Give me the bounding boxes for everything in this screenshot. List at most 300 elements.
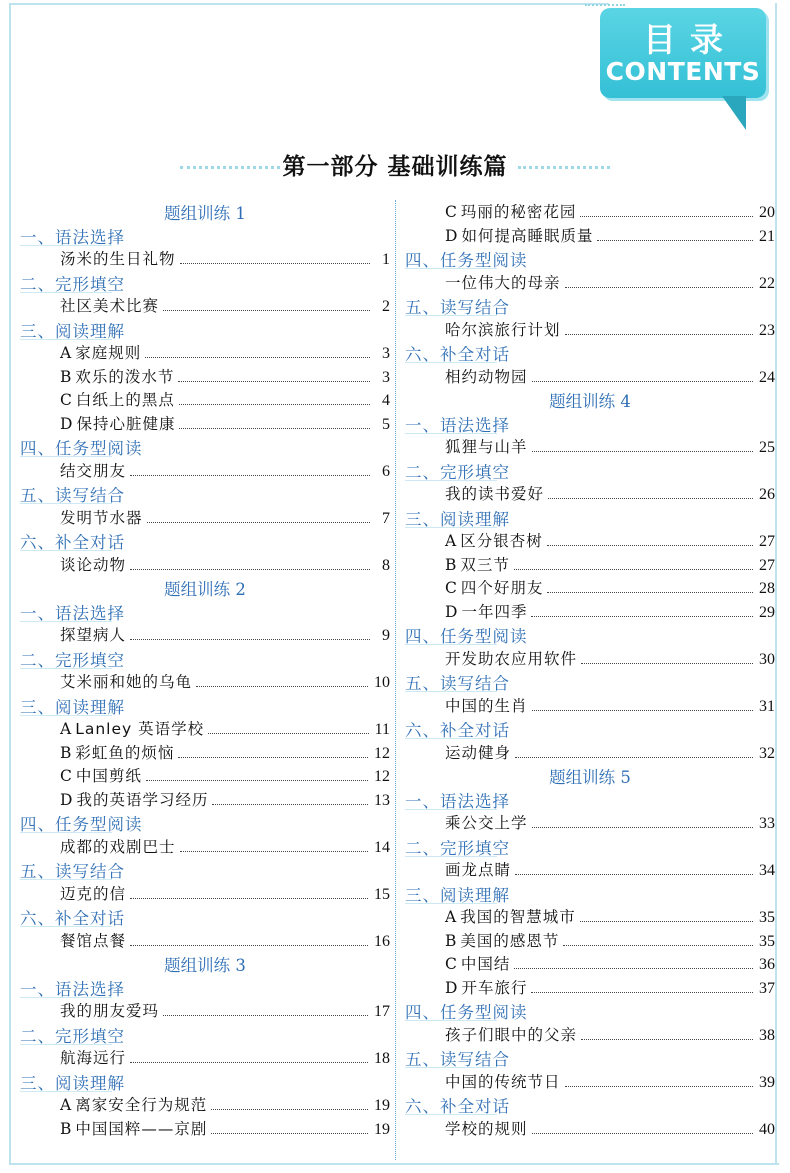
section-heading [405, 623, 775, 645]
entry-title: 中国的生肖 [445, 696, 528, 715]
entry-label [445, 318, 561, 340]
section-heading [20, 811, 390, 833]
entry-title: 美国的感恩节 [460, 931, 560, 950]
page-number: 6 [382, 462, 390, 480]
toc-entry[interactable] [405, 271, 775, 293]
page-number: 34 [759, 862, 775, 879]
leader-dots [130, 475, 370, 476]
page-number: 10 [374, 674, 390, 691]
section-heading [405, 294, 775, 316]
section-heading [20, 905, 390, 927]
column-divider [395, 200, 396, 1160]
section-label: 二、完形填空 [20, 274, 125, 294]
toc-entry[interactable] [20, 999, 390, 1021]
entry-title: 我的朋友爱玛 [60, 1002, 160, 1020]
section-label: 二、完形填空 [405, 462, 510, 482]
toc-entry[interactable] [20, 459, 390, 481]
toc-entry[interactable] [20, 717, 390, 739]
page-number: 37 [759, 979, 775, 997]
leader-dots [130, 569, 370, 570]
group-heading: 题组训练 2 [164, 580, 246, 599]
toc-entry[interactable] [20, 764, 390, 786]
section-heading [20, 858, 390, 880]
entry-letter: D [60, 790, 74, 809]
toc-entry[interactable] [20, 341, 390, 363]
section-label: 三、阅读理解 [20, 1073, 125, 1093]
section-underline [405, 480, 497, 481]
page-number: 9 [382, 627, 390, 644]
section-heading [405, 459, 775, 481]
section-underline [405, 1114, 497, 1115]
page-number: 39 [759, 1073, 775, 1091]
leader-dots [180, 263, 370, 264]
toc-entry[interactable] [20, 670, 390, 692]
entry-letter: D [60, 414, 74, 433]
entry-label [445, 905, 576, 927]
entry-label [445, 929, 559, 951]
entry-title: 双三节 [460, 555, 510, 574]
page-number: 38 [759, 1026, 775, 1044]
entry-title: 乘公交上学 [445, 814, 528, 832]
entry-title: 白纸上的黑点 [75, 391, 175, 409]
section-underline [20, 621, 112, 622]
leader-dots [130, 639, 370, 640]
entry-label [60, 788, 208, 810]
section-underline [20, 550, 112, 551]
toc-entry[interactable] [20, 388, 390, 410]
leader-dots [514, 569, 753, 570]
entry-title: 狐狸与山羊 [445, 438, 528, 456]
toc-entry[interactable] [405, 318, 775, 340]
leader-dots [196, 686, 368, 687]
toc-entry[interactable] [405, 1070, 775, 1092]
toc-entry[interactable] [405, 1117, 775, 1139]
entry-label [60, 1093, 207, 1115]
toc-entry[interactable] [405, 858, 775, 880]
section-underline [405, 1067, 497, 1068]
page-number: 12 [374, 768, 390, 785]
page-number: 14 [374, 838, 390, 856]
section-heading [405, 788, 775, 810]
entry-title: 我的读书爱好 [445, 485, 545, 503]
section-underline [20, 245, 112, 246]
toc-entry[interactable] [405, 952, 775, 974]
toc-entry[interactable] [20, 1046, 390, 1068]
toc-entry[interactable] [20, 929, 390, 951]
entry-letter: D [445, 978, 459, 997]
leader-dots [515, 757, 753, 758]
entry-label [445, 811, 528, 833]
leader-dots [548, 498, 753, 499]
entry-title: 四个好朋友 [460, 579, 544, 597]
section-underline [20, 456, 112, 457]
section-heading [405, 1046, 775, 1068]
section-label: 一、语法选择 [405, 791, 510, 811]
group-heading: 题组训练 1 [164, 204, 246, 223]
toc-entry[interactable] [405, 905, 775, 927]
toc-entry[interactable] [405, 435, 775, 457]
entry-label [60, 717, 204, 739]
section-underline [405, 809, 497, 810]
toc-entry[interactable] [405, 647, 775, 669]
entry-title: 中国国粹——京剧 [75, 1119, 208, 1138]
entry-title: 发明节水器 [60, 508, 143, 527]
leader-dots [208, 733, 368, 734]
section-heading [20, 529, 390, 551]
toc-entry[interactable] [20, 623, 390, 645]
section-heading [405, 717, 775, 739]
entry-label [445, 600, 527, 622]
page-number: 4 [382, 392, 390, 409]
leader-dots [531, 616, 753, 617]
entry-title: 哈尔滨旅行计划 [445, 320, 561, 339]
leader-dots [147, 522, 370, 523]
section-underline [405, 433, 497, 434]
entry-label [445, 1070, 561, 1092]
section-label: 四、任务型阅读 [20, 439, 143, 458]
page-number: 12 [374, 744, 390, 762]
page-number: 35 [759, 932, 775, 950]
entry-title: 迈克的信 [60, 884, 127, 903]
entry-title: 中国结 [460, 955, 511, 973]
entry-label [445, 200, 576, 222]
section-label: 二、完形填空 [405, 838, 510, 858]
entry-label [445, 435, 528, 457]
entry-title: 区分银杏树 [460, 532, 543, 550]
page-number: 5 [382, 415, 390, 433]
section-heading [405, 882, 775, 904]
page-number: 18 [374, 1050, 390, 1067]
page-number: 17 [374, 1003, 390, 1020]
entry-letter: C [445, 203, 458, 221]
section-label: 四、任务型阅读 [405, 1003, 528, 1022]
entry-title: 汤米的生日礼物 [60, 250, 176, 268]
section-heading [405, 1093, 775, 1115]
page-number: 22 [759, 274, 775, 292]
section-heading [20, 694, 390, 716]
section-heading [405, 670, 775, 692]
leader-dots [581, 1039, 753, 1040]
leader-dots [514, 968, 753, 969]
leader-dots [515, 874, 753, 875]
section-heading [20, 435, 390, 457]
section-heading [20, 1070, 390, 1092]
section-underline [20, 879, 112, 880]
page-number: 23 [759, 321, 775, 339]
entry-letter: C [60, 767, 73, 785]
page-number: 16 [374, 932, 390, 950]
section-heading [20, 1023, 390, 1045]
section-label: 五、读写结合 [405, 298, 510, 317]
leader-dots [532, 827, 753, 828]
section-heading [20, 600, 390, 622]
toc-entry[interactable] [20, 412, 390, 434]
page-bottom-border [9, 1163, 779, 1165]
entry-label [60, 764, 142, 786]
entry-label [445, 271, 561, 293]
section-label: 三、阅读理解 [20, 697, 125, 717]
section-label: 六、补全对话 [20, 909, 125, 928]
entry-label [60, 670, 192, 692]
leader-dots [212, 804, 368, 805]
part-title: 第一部分 基础训练篇 [282, 154, 508, 180]
section-label: 三、阅读理解 [20, 321, 125, 341]
page-number: 2 [382, 298, 390, 315]
entry-title: 离家安全行为规范 [75, 1096, 208, 1114]
toc-entry[interactable] [405, 200, 775, 222]
section-heading [20, 647, 390, 669]
leader-dots [145, 357, 370, 358]
toc-entry[interactable] [20, 788, 390, 810]
entry-label [60, 835, 176, 857]
entry-label [60, 741, 174, 763]
leader-dots [130, 945, 368, 946]
toc-entry[interactable] [405, 576, 775, 598]
entry-label [445, 647, 577, 669]
section-heading [405, 341, 775, 363]
leader-dots [565, 1086, 753, 1087]
toc-entry[interactable] [405, 365, 775, 387]
section-label: 五、读写结合 [20, 862, 125, 881]
toc-entry[interactable] [20, 1117, 390, 1139]
toc-entry[interactable] [20, 247, 390, 269]
page-number: 26 [759, 486, 775, 503]
leader-dots [532, 710, 753, 711]
section-label: 一、语法选择 [405, 415, 510, 435]
section-underline [20, 1044, 112, 1045]
entry-label [60, 553, 126, 575]
entry-letter: B [60, 743, 73, 762]
page-number: 7 [382, 509, 390, 527]
toc-entry[interactable] [20, 365, 390, 387]
entry-label [445, 858, 511, 880]
entry-letter: C [60, 391, 73, 409]
section-underline [20, 1091, 112, 1092]
page-number: 31 [759, 697, 775, 715]
section-label: 五、读写结合 [405, 674, 510, 693]
section-underline [20, 339, 112, 340]
entry-label [60, 247, 176, 269]
section-heading [20, 976, 390, 998]
contents-badge-title-cn: 目录 [643, 20, 737, 59]
leader-dots [532, 451, 753, 452]
section-heading [20, 318, 390, 340]
page-number: 29 [759, 603, 775, 621]
entry-title: 保持心脏健康 [76, 414, 176, 433]
entry-title: 社区美术比赛 [60, 297, 160, 315]
leader-dots [532, 381, 753, 382]
toc-entry[interactable] [405, 929, 775, 951]
entry-title: 航海远行 [60, 1049, 127, 1067]
leader-dots [179, 404, 370, 405]
section-underline [20, 926, 112, 927]
leader-dots [532, 1133, 753, 1134]
section-heading [20, 482, 390, 504]
section-label: 五、读写结合 [20, 486, 125, 505]
entry-title: 成都的戏剧巴士 [60, 837, 176, 856]
toc-entry[interactable] [20, 553, 390, 575]
entry-title: 结交朋友 [60, 461, 127, 480]
section-heading [405, 506, 775, 528]
leader-dots [179, 428, 370, 429]
section-heading [405, 835, 775, 857]
entry-label [445, 224, 593, 246]
leader-dots [547, 545, 753, 546]
entry-letter: A [445, 532, 458, 550]
toc-entry[interactable] [20, 882, 390, 904]
section-underline [20, 292, 112, 293]
group-heading: 题组训练 5 [549, 768, 631, 787]
page-number: 1 [382, 251, 390, 268]
entry-label [445, 553, 510, 575]
section-label: 四、任务型阅读 [405, 627, 528, 646]
section-underline [405, 644, 497, 645]
entry-title: 画龙点睛 [445, 861, 512, 879]
toc-entry[interactable] [405, 224, 775, 246]
toc-entry[interactable] [405, 741, 775, 763]
section-heading [20, 224, 390, 246]
entry-title: 我国的智慧城市 [460, 908, 576, 926]
leader-dots [597, 240, 753, 241]
toc-entry[interactable] [20, 294, 390, 316]
page-top-border [9, 3, 609, 5]
entry-label [60, 388, 175, 410]
entry-label [60, 999, 159, 1021]
page-number: 13 [374, 791, 390, 809]
entry-title: 孩子们眼中的父亲 [445, 1025, 578, 1044]
entry-label [445, 1023, 577, 1045]
section-underline [20, 997, 112, 998]
page-number: 3 [382, 345, 390, 362]
entry-title: 一位伟大的母亲 [445, 273, 561, 292]
toc-entry[interactable] [405, 976, 775, 998]
section-label: 四、任务型阅读 [405, 251, 528, 270]
entry-title: 我的英语学习经历 [76, 790, 209, 809]
entry-label [60, 459, 126, 481]
entry-label [445, 576, 543, 598]
entry-letter: D [445, 226, 459, 245]
section-underline [405, 691, 497, 692]
page-number: 11 [374, 721, 390, 738]
page-number: 28 [759, 580, 775, 597]
section-underline [405, 315, 497, 316]
leader-dots [547, 592, 753, 593]
toc-entry[interactable] [405, 694, 775, 716]
entry-label [60, 929, 126, 951]
entry-letter: B [60, 1119, 73, 1138]
entry-label [60, 341, 141, 363]
section-heading [20, 271, 390, 293]
section-heading [405, 999, 775, 1021]
toc-entry[interactable] [405, 553, 775, 575]
page-number: 8 [382, 556, 390, 574]
leader-dots [146, 780, 368, 781]
section-label: 六、补全对话 [405, 1097, 510, 1116]
leader-dots [163, 310, 370, 311]
section-label: 一、语法选择 [20, 227, 125, 247]
section-heading [405, 412, 775, 434]
section-underline [405, 527, 497, 528]
section-label: 六、补全对话 [405, 721, 510, 740]
section-underline [20, 715, 112, 716]
entry-title: 一年四季 [461, 602, 528, 621]
entry-label [60, 1117, 207, 1139]
page-number: 3 [382, 368, 390, 386]
page-number: 33 [759, 815, 775, 832]
entry-label [60, 365, 174, 387]
section-underline [405, 268, 497, 269]
entry-label [60, 623, 126, 645]
page-number: 36 [759, 956, 775, 973]
section-underline [405, 903, 497, 904]
leader-dots [163, 1015, 368, 1016]
toc-entry[interactable] [405, 600, 775, 622]
toc-entry[interactable] [405, 482, 775, 504]
entry-label [60, 294, 159, 316]
entry-label [445, 694, 528, 716]
entry-title: 开车旅行 [461, 978, 528, 997]
toc-entry[interactable] [405, 1023, 775, 1045]
toc-entry[interactable] [20, 835, 390, 857]
section-label: 四、任务型阅读 [20, 815, 143, 834]
page-number: 25 [759, 439, 775, 456]
leader-dots [581, 663, 753, 664]
page-number: 24 [759, 368, 775, 386]
section-underline [20, 832, 112, 833]
entry-label [445, 1117, 528, 1139]
entry-title: 欢乐的泼水节 [75, 367, 175, 386]
section-label: 三、阅读理解 [405, 885, 510, 905]
section-label: 二、完形填空 [20, 1026, 125, 1046]
entry-letter: B [445, 555, 458, 574]
entry-label [445, 482, 544, 504]
leader-dots [580, 216, 753, 217]
entry-label [60, 1046, 126, 1068]
entry-letter: B [60, 367, 73, 386]
section-underline [405, 738, 497, 739]
entry-letter: A [60, 720, 73, 738]
entry-title: 相约动物园 [445, 367, 528, 386]
page-number: 15 [374, 885, 390, 903]
entry-letter: A [445, 908, 458, 926]
entry-title: 彩虹鱼的烦恼 [75, 743, 175, 762]
section-label: 一、语法选择 [20, 979, 125, 999]
section-underline [405, 1020, 497, 1021]
leader-dots [211, 1133, 368, 1134]
toc-entry[interactable] [20, 506, 390, 528]
section-label: 三、阅读理解 [405, 509, 510, 529]
toc-entry[interactable] [405, 529, 775, 551]
entry-title: 开发助农应用软件 [445, 649, 578, 668]
badge-tail [722, 96, 746, 130]
page-number: 20 [759, 204, 775, 221]
toc-entry[interactable] [20, 1093, 390, 1115]
entry-letter: C [445, 955, 458, 973]
toc-entry[interactable] [20, 741, 390, 763]
entry-letter: B [445, 931, 458, 950]
entry-title: 艾米丽和她的乌龟 [60, 673, 193, 691]
page-number: 40 [759, 1120, 775, 1138]
entry-label [60, 506, 143, 528]
leader-dots [180, 851, 368, 852]
toc-entry[interactable] [405, 811, 775, 833]
contents-badge-title-en: CONTENTS [605, 57, 761, 86]
page-number: 35 [759, 909, 775, 926]
leader-dots [211, 1109, 368, 1110]
section-heading [405, 247, 775, 269]
leader-dots [565, 334, 753, 335]
entry-letter: D [445, 602, 459, 621]
